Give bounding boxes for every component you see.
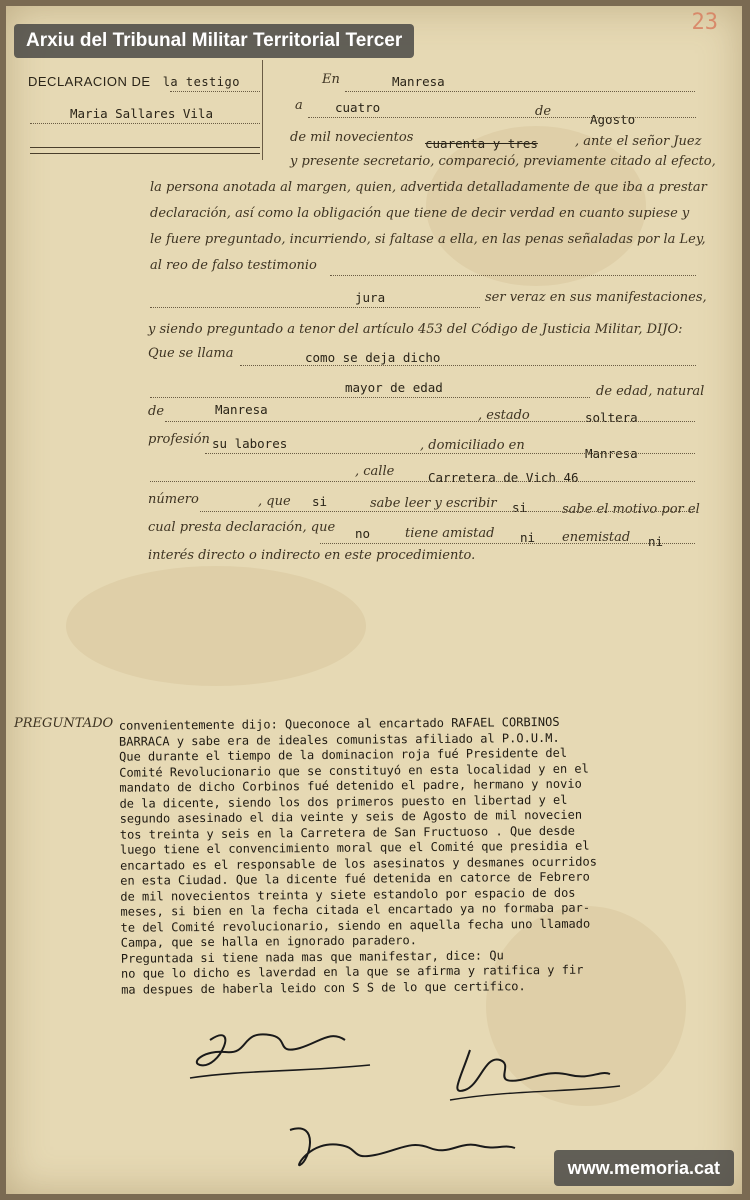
estado-label: , estado xyxy=(478,408,530,423)
edad-natural-label: de edad, natural xyxy=(596,384,705,399)
statement-line: Preguntada si tiene nada mas que manifestar, dice: Qu xyxy=(120,947,504,966)
statement-line: mandato de dicho Corbinos fué detenido el padre, hermano y novio xyxy=(119,776,582,795)
statement-line: convenientemente dijo: Queconoce al encartado RAFAEL CORBINOS xyxy=(118,714,560,733)
year-value: cuarenta y tres xyxy=(425,136,538,151)
ni-value: ni xyxy=(520,530,536,545)
form-text-line: declaración, así como la obligación que tiene de decir verdad en cuanto supiese y xyxy=(150,206,690,221)
form-text-line: al reo de falso testimonio xyxy=(150,258,317,273)
dotted-line xyxy=(150,396,590,398)
statement-body xyxy=(119,713,743,997)
motivo-label: sabe el motivo por el xyxy=(562,502,700,517)
statement-line: segundo asesinado el dia veinte y seis de Agosto de mil novecien xyxy=(119,807,583,826)
ante-label: , ante el señor Juez xyxy=(575,134,702,149)
amistad-value: no xyxy=(355,526,371,541)
profesion-value: su labores xyxy=(212,436,288,451)
archive-banner: Arxiu del Tribunal Militar Territorial Tercer xyxy=(14,24,414,58)
statement-line: Que durante el tiempo de la dominacion roja fué Presidente del xyxy=(119,745,568,764)
oath-value: jura xyxy=(355,290,386,305)
statement-line: tos treinta y seis en la Carretera de San Fructuoso . Que desde xyxy=(119,823,576,842)
dotted-line xyxy=(150,306,480,308)
dotted-line xyxy=(30,122,260,124)
leer-label: sabe leer y escribir xyxy=(370,496,497,511)
estado-value: soltera xyxy=(585,410,638,425)
name-value: como se deja dicho xyxy=(305,350,441,365)
dotted-line xyxy=(150,480,695,482)
statement-line: en esta Ciudad. Que la dicente fué detenida en catorce de Febrero xyxy=(120,869,590,888)
month-value: Agosto xyxy=(590,112,636,127)
calle-value: Carretera de Vich 46 xyxy=(428,470,579,485)
amistad-label: tiene amistad xyxy=(405,526,495,541)
form-text-line: la persona anotada al margen, quien, advertida detalladamente de que iba a prestar xyxy=(150,180,707,195)
dotted-line xyxy=(205,452,695,454)
dotted-line xyxy=(170,90,260,92)
numero-label: número xyxy=(148,492,199,507)
domiciliado-label: , domiciliado en xyxy=(420,438,525,453)
enemistad-label: enemistad xyxy=(562,530,631,545)
statement-line: Campa, que se halla en ignorado paradero. xyxy=(120,933,418,950)
folio-number: 23 xyxy=(691,10,718,35)
age-value: mayor de edad xyxy=(345,380,443,395)
witness-role: la testigo xyxy=(162,75,240,89)
dotted-line xyxy=(200,510,695,512)
statement-line: BARRACA y sabe era de ideales comunistas afiliado al P.O.U.M. xyxy=(118,730,560,749)
leer-value: si xyxy=(312,494,328,509)
dotted-line xyxy=(240,364,696,366)
declaration-label xyxy=(28,74,240,89)
dotted-line xyxy=(320,542,695,544)
declaration-title: DECLARACION DE xyxy=(28,74,151,89)
de-label: de xyxy=(148,404,165,419)
calle-label: , calle xyxy=(355,464,395,479)
witness-name: Maria Sallares Vila xyxy=(70,106,213,121)
statement-line: Comité Revolucionario que se constituyó en esta localidad y en el xyxy=(119,761,589,780)
place-value: Manresa xyxy=(392,74,445,89)
day-value: cuatro xyxy=(335,100,381,115)
en-label: En xyxy=(322,72,340,87)
dotted-line xyxy=(308,116,696,118)
motivo-value: si xyxy=(512,500,528,515)
que-label: , que xyxy=(258,494,291,509)
form-text-line: y siendo preguntado a tenor del artículo 453 del Código de Justicia Militar, DIJO: xyxy=(148,322,683,337)
signature-right xyxy=(430,1040,630,1110)
statement-line: encartado es el responsable de los asesinatos y desmanes ocurridos xyxy=(120,854,597,873)
dotted-line xyxy=(330,274,696,276)
header-rule xyxy=(30,152,260,154)
ni-value: ni xyxy=(648,534,664,549)
site-footer: www.memoria.cat xyxy=(554,1150,734,1186)
dotted-line xyxy=(165,420,695,422)
form-text-line: y presente secretario, compareció, previamente citado al efecto, xyxy=(290,154,716,169)
interes-text: interés directo o indirecto en este procedimiento. xyxy=(148,548,476,563)
dotted-line xyxy=(345,90,695,92)
se-llama-label: Que se llama xyxy=(148,346,234,361)
year-prefix: de mil novecientos xyxy=(290,130,414,145)
statement-line: de mil novecientos treinta y siete estandolo por espacio de dos xyxy=(120,885,576,904)
statement-line: te del Comité revolucionario, siendo en aquella fecha uno llamado xyxy=(120,916,591,935)
cual-label: cual presta declaración, que xyxy=(148,520,336,535)
preguntado-label: PREGUNTADO xyxy=(14,716,114,731)
header-rule xyxy=(30,146,260,148)
statement-line: de la dicente, siendo los dos primeros puesto en libertad y el xyxy=(119,792,568,811)
de-label: de xyxy=(535,104,552,119)
statement-line: no que lo dicho es laverdad en la que se afirma y ratifica y fir xyxy=(120,962,584,981)
form-text-line: le fuere preguntado, incurriendo, si faltase a ella, en las penas señaladas por la Ley, xyxy=(150,232,706,247)
profesion-label: profesión xyxy=(148,432,210,447)
a-label: a xyxy=(295,98,303,113)
statement-line: meses, si bien en la fecha citada el encartado ya no formaba par- xyxy=(120,900,591,919)
statement-line: luego tiene el convencimiento moral que el Comité que presidia el xyxy=(119,838,590,857)
margin-divider xyxy=(262,60,263,160)
oath-text: ser veraz en sus manifestaciones, xyxy=(485,290,707,305)
signature-left xyxy=(180,1010,380,1090)
domicilio-value: Manresa xyxy=(585,446,638,461)
signature-bottom xyxy=(280,1110,520,1180)
natural-value: Manresa xyxy=(215,402,268,417)
statement-line: ma despues de haberla leido con S S de lo que certifico. xyxy=(121,978,526,997)
